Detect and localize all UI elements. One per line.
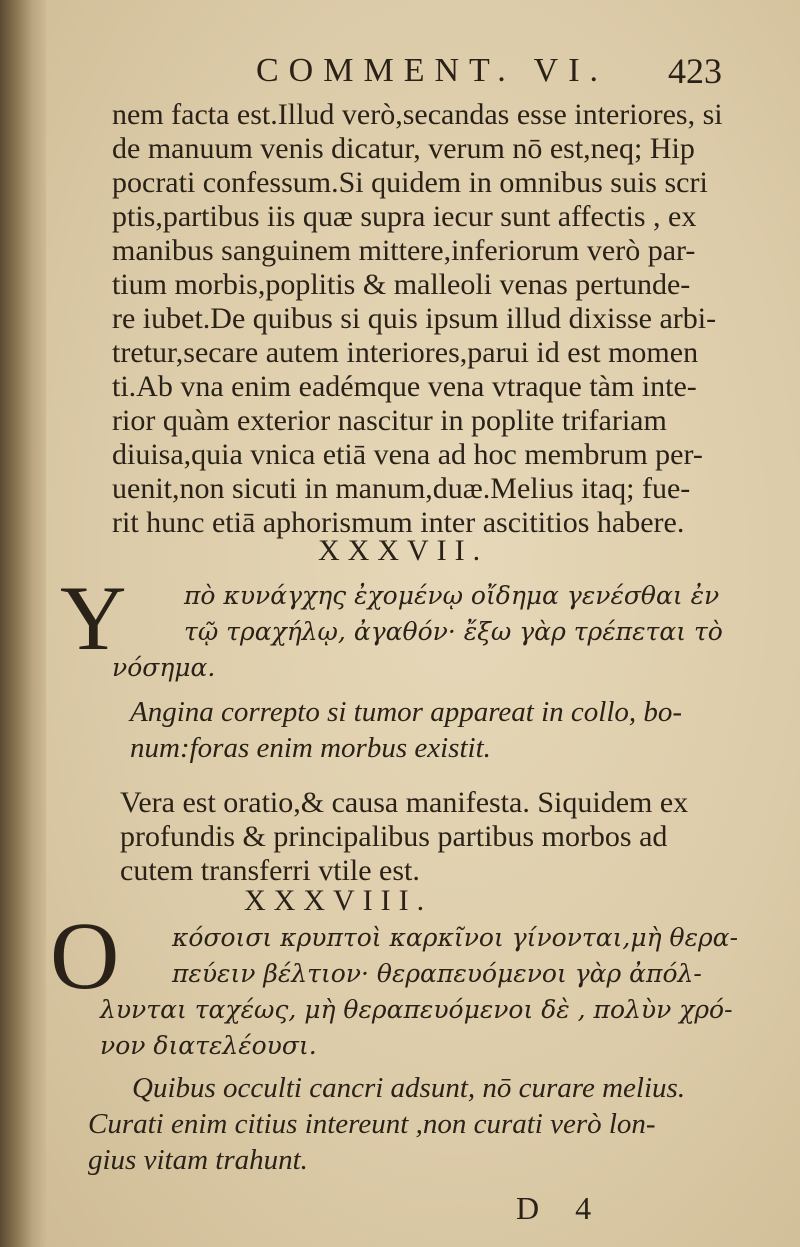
- latin-line: num:foras enim morbus existit.: [130, 732, 491, 764]
- text-line: profundis & principalibus partibus morbos ad: [120, 820, 668, 853]
- greek-aphorism-37: [112, 578, 723, 686]
- commentary-block-1: [112, 98, 723, 540]
- greek-line: νόσημα.: [112, 653, 216, 682]
- signature-mark: D 4: [516, 1190, 606, 1226]
- page-number: 423: [668, 51, 722, 91]
- latin-line: gius vitam trahunt.: [88, 1144, 308, 1176]
- text-line: nem facta est.Illud verò,secandas esse interiores, si: [112, 98, 723, 131]
- latin-aphorism-38: [88, 1070, 688, 1178]
- greek-line: τῷ τραχήλῳ, ἀγαθόν· ἔξω γὰρ τρέπεται τὸ: [184, 617, 723, 646]
- drop-cap-y: Y: [60, 567, 127, 669]
- text-line: de manuum venis dicatur, verum nō est,neq; Hip: [112, 132, 695, 165]
- greek-line: κόσοισι κρυπτοὶ καρκῖνοι γίνονται,μὴ θερα-: [172, 923, 739, 952]
- latin-line: Quibus occulti cancri adsunt, nō curare melius.: [132, 1072, 686, 1104]
- section-heading-37: XXXVII.: [318, 534, 489, 567]
- latin-line: Curati enim citius intereunt ,non curati verò lon-: [88, 1108, 656, 1140]
- latin-line: Angina correpto si tumor appareat in collo, bo-: [130, 696, 683, 728]
- text-line: rit hunc etiā aphorismum inter ascititios habere.: [112, 506, 685, 539]
- text-line: tium morbis,poplitis & malleoli venas pertunde-: [112, 268, 691, 301]
- greek-line: πὸ κυνάγχης ἐχομένῳ οἴδημα γενέσθαι ἐν: [184, 581, 720, 610]
- text-line: diuisa,quia vnica etiā vena ad hoc membrum per-: [112, 438, 703, 471]
- text-line: cutem transferri vtile est.: [120, 854, 420, 887]
- greek-aphorism-38: [100, 920, 739, 1064]
- text-line: rior quàm exterior nascitur in poplite trifariam: [112, 404, 667, 437]
- latin-aphorism-37: [130, 694, 730, 766]
- text-line: Vera est oratio,& causa manifesta. Siquidem ex: [120, 786, 689, 819]
- text-line: uenit,non sicuti in manum,duæ.Melius itaq; fue-: [112, 472, 691, 505]
- section-heading-38: XXXVIII.: [244, 884, 433, 917]
- greek-line: πεύειν βέλτιον· θεραπευόμενοι γὰρ ἀπόλ-: [172, 959, 702, 988]
- greek-line: λυνται ταχέως, μὴ θεραπευόμενοι δὲ , πολὺν χρό-: [100, 995, 733, 1024]
- text-line: pocrati confessum.Si quidem in omnibus suis scri: [112, 166, 708, 199]
- book-binding-shadow: [0, 0, 46, 1247]
- text-line: ti.Ab vna enim eadémque vena vtraque tàm inte-: [112, 370, 697, 403]
- text-line: re iubet.De quibus si quis ipsum illud dixisse arbi-: [112, 302, 717, 335]
- text-line: ptis,partibus iis quæ supra iecur sunt affectis , ex: [112, 200, 697, 233]
- running-head: COMMENT. VI.: [256, 52, 609, 89]
- drop-cap-o: O: [50, 902, 120, 1009]
- text-line: tretur,secare autem interiores,parui id est momen: [112, 336, 699, 369]
- text-line: manibus sanguinem mittere,inferiorum verò par-: [112, 234, 696, 267]
- greek-line: νον διατελέουσι.: [100, 1031, 317, 1060]
- commentary-block-37: [120, 786, 720, 888]
- book-page: [46, 0, 800, 1247]
